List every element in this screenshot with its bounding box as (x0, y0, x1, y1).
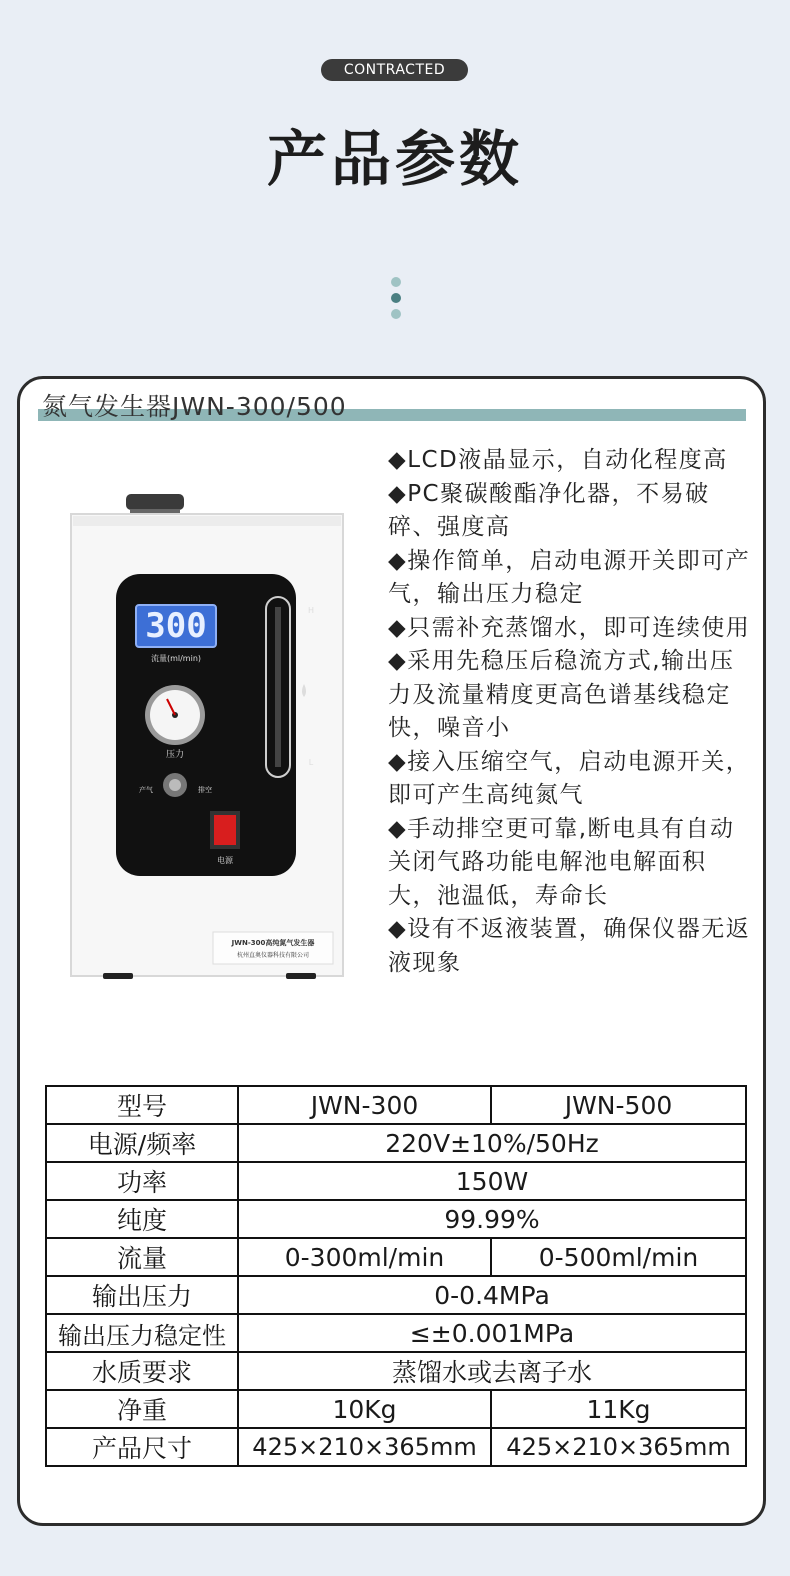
row-label: 水质要求 (46, 1352, 238, 1390)
vent-label: 排空 (198, 786, 212, 794)
table-row (46, 1124, 746, 1162)
table-row (46, 1238, 746, 1276)
cell-value: 蒸馏水或去离子水 (238, 1352, 746, 1390)
row-label: 输出压力稳定性 (46, 1314, 238, 1352)
flow-label: 流量(ml/min) (150, 654, 202, 663)
table-row (46, 1276, 746, 1314)
dots-decoration (391, 277, 401, 325)
feature-item: ◆只需补充蒸馏水，即可连续使用 (388, 614, 751, 641)
cell-value: 0-0.4MPa (238, 1276, 746, 1314)
row-label: 产品尺寸 (46, 1428, 238, 1466)
cell-value: 0-300ml/min (238, 1238, 491, 1276)
cell-value: 150W (238, 1162, 746, 1200)
gas-label: 产气 (139, 786, 153, 794)
cell-value: 99.99% (238, 1200, 746, 1238)
row-label: 流量 (46, 1238, 238, 1276)
spec-table (45, 1085, 747, 1467)
table-row (46, 1352, 746, 1390)
lcd-display-text: 300 (145, 606, 207, 646)
pressure-label: 压力 (165, 750, 185, 760)
feature-item: ◆LCD液晶显示，自动化程度高 (388, 447, 728, 473)
row-label: 输出压力 (46, 1276, 238, 1314)
table-row (46, 1390, 746, 1428)
feature-item: ◆设有不返液装置，确保仪器无返液现象 (388, 916, 751, 976)
row-label: 纯度 (46, 1200, 238, 1238)
feature-item: ◆手动排空更可靠,断电具有自动关闭气路功能电解池电解面积大，池温低，寿命长 (388, 815, 735, 909)
cell-value: JWN-500 (491, 1086, 746, 1124)
cell-value: 0-500ml/min (491, 1238, 746, 1276)
product-card (17, 376, 766, 1526)
cell-value: 425×210×365mm (238, 1428, 491, 1466)
product-title: 氮气发生器JWN-300/500 (42, 392, 347, 421)
table-row (46, 1200, 746, 1238)
company-plate-text: 杭州直奥仪器科技有限公司 (236, 952, 310, 959)
feature-list (388, 444, 753, 980)
contracted-badge: CONTRACTED (321, 59, 468, 81)
table-row (46, 1314, 746, 1352)
cell-value: ≤±0.001MPa (238, 1314, 746, 1352)
cell-value: JWN-300 (238, 1086, 491, 1124)
dot-2 (391, 293, 401, 303)
cell-value: 11Kg (491, 1390, 746, 1428)
table-row (46, 1428, 746, 1466)
cell-value: 425×210×365mm (491, 1428, 746, 1466)
page-title: 产品参数 (267, 125, 523, 195)
cell-value: 220V±10%/50Hz (238, 1124, 746, 1162)
dot-3 (391, 309, 401, 319)
dot-1 (391, 277, 401, 287)
feature-item: ◆接入压缩空气，启动电源开关，即可产生高纯氮气 (388, 748, 751, 808)
feature-item: ◆操作简单，启动电源开关即可产气，输出压力稳定 (388, 547, 751, 607)
level-high: H (307, 606, 315, 615)
level-low: L (308, 758, 314, 767)
feature-item: ◆采用先稳压后稳流方式,输出压力及流量精度更高色谱基线稳定快，噪音小 (388, 648, 735, 741)
power-label: 电源 (217, 856, 233, 865)
table-row (46, 1086, 746, 1124)
feature-item: ◆PC聚碳酸酯净化器，不易破碎、强度高 (388, 480, 710, 540)
table-row (46, 1162, 746, 1200)
row-label: 净重 (46, 1390, 238, 1428)
cell-value: 10Kg (238, 1390, 491, 1428)
model-plate-text: JWN-300高纯氮气发生器 (231, 939, 315, 947)
row-label: 型号 (46, 1086, 238, 1124)
row-label: 功率 (46, 1162, 238, 1200)
row-label: 电源/频率 (46, 1124, 238, 1162)
product-image (68, 489, 368, 979)
